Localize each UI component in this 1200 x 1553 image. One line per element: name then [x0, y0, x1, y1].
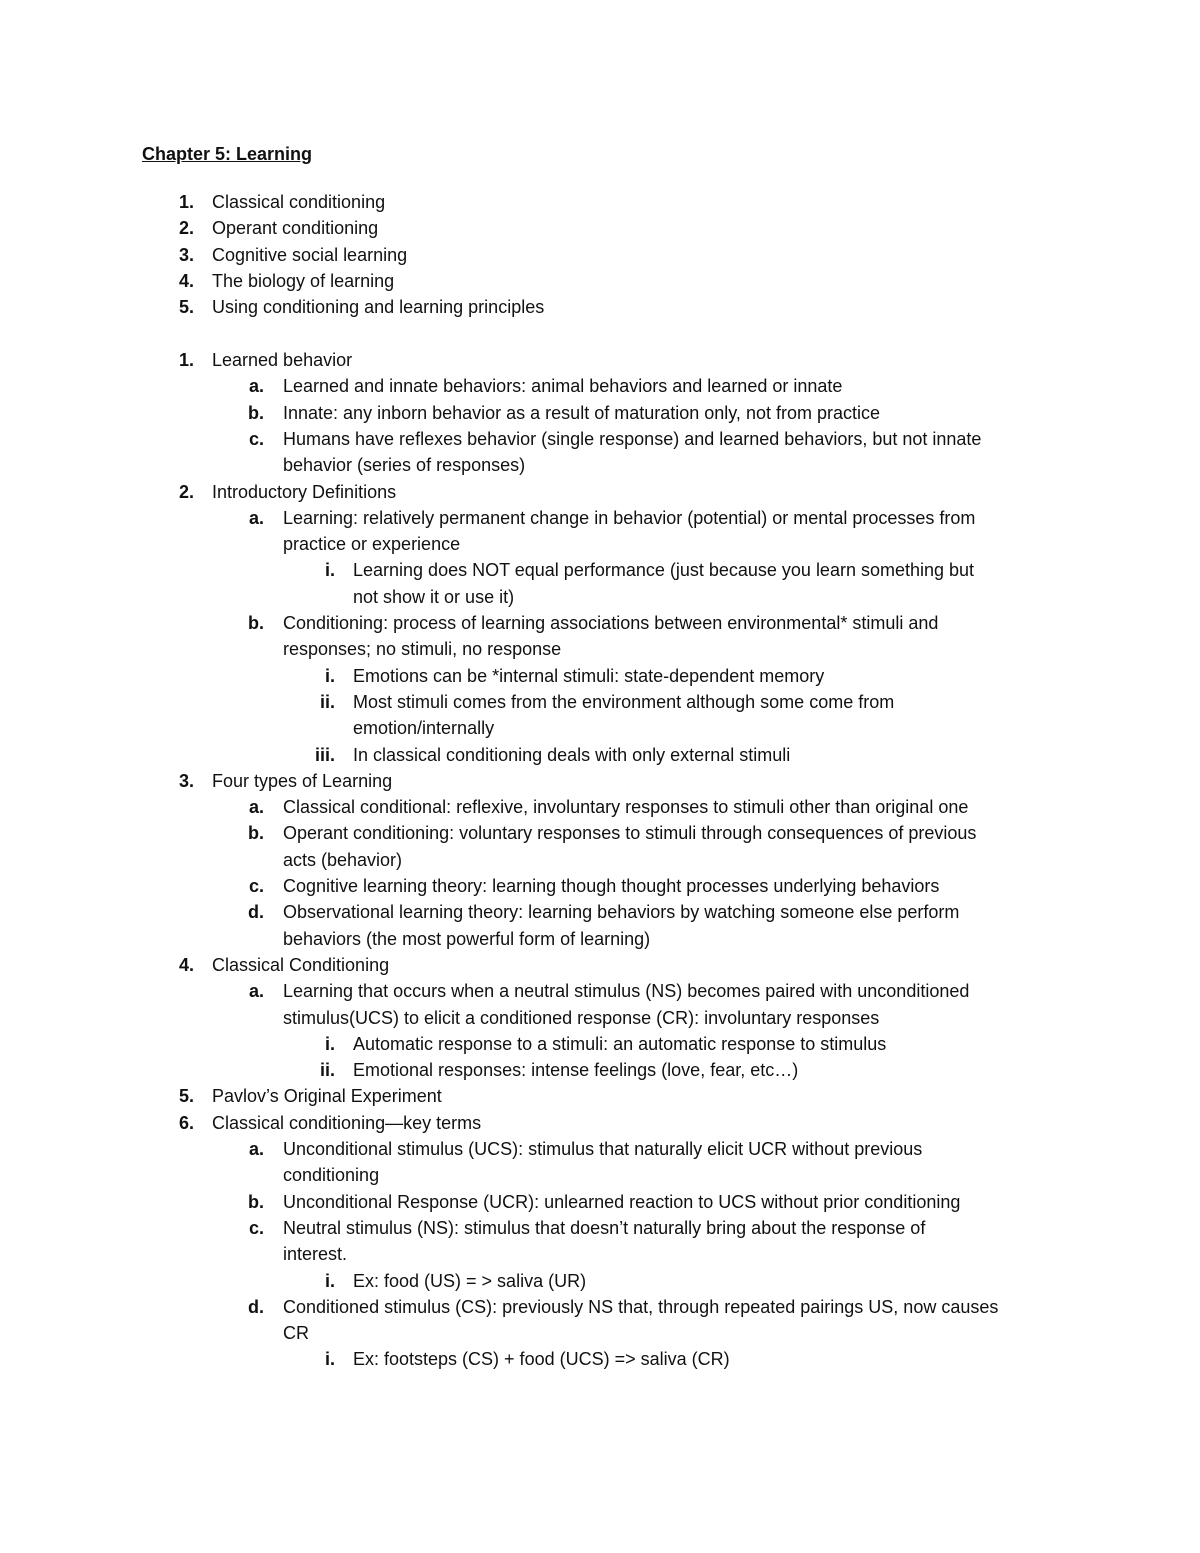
list-marker: i. — [324, 1270, 335, 1291]
list-marker: a. — [248, 507, 264, 528]
list-marker: i. — [324, 665, 335, 686]
list-item-text: behavior (series of responses) — [283, 455, 526, 476]
list-item-text: acts (behavior) — [283, 849, 403, 870]
list-marker: 2. — [178, 481, 194, 502]
list-item-text: Using conditioning and learning principles — [212, 297, 545, 318]
list-item-text: emotion/internally — [353, 718, 495, 739]
list-marker: 3. — [178, 244, 194, 265]
list-item-text: Learning: relatively permanent change in behavior (potential) or mental processes from — [283, 507, 976, 528]
list-item-text: CR — [283, 1323, 309, 1344]
list-item-text: Ex: food (US) = > saliva (UR) — [353, 1270, 587, 1291]
list-marker: i. — [324, 1349, 335, 1370]
list-item-text: conditioning — [283, 1165, 380, 1186]
list-item-text: Learned behavior — [212, 350, 353, 370]
list-marker: i. — [324, 560, 335, 581]
list-item-text: Humans have reflexes behavior (single response) and learned behaviors, but not innate — [283, 428, 982, 449]
list-item-text: not show it or use it) — [353, 586, 515, 607]
list-item-text: Classical Conditioning — [212, 954, 390, 975]
list-marker: a. — [248, 981, 264, 1002]
list-item-text: Pavlov’s Original Experiment — [212, 1086, 442, 1107]
list-item-text: Four types of Learning — [212, 770, 393, 791]
list-item-text: In classical conditioning deals with only external stimuli — [353, 744, 791, 765]
list-marker: iii. — [314, 744, 335, 765]
list-marker: c. — [248, 1217, 264, 1238]
list-marker: 5. — [178, 1086, 194, 1107]
list-item-text: practice or experience — [283, 534, 461, 555]
list-item-text: interest. — [283, 1244, 348, 1265]
list-item-text: Cognitive social learning — [212, 244, 408, 265]
list-item-text: Automatic response to a stimuli: an automatic response to stimulus — [353, 1033, 887, 1054]
list-marker: a. — [248, 376, 264, 397]
list-marker: 1. — [178, 192, 194, 212]
list-marker: c. — [248, 876, 264, 896]
list-item-text: Learning does NOT equal performance (just because you learn something but — [353, 560, 975, 581]
list-marker: d. — [248, 902, 264, 923]
list-marker: 4. — [178, 270, 194, 291]
list-item-text: The biology of learning — [212, 270, 395, 291]
list-marker: 6. — [178, 1112, 194, 1133]
page-title: Chapter 5: Learning — [142, 144, 313, 164]
list-item-text: Most stimuli comes from the environment although some come from — [353, 691, 895, 712]
list-marker: a. — [248, 797, 264, 818]
list-item-text: Operant conditioning — [212, 218, 379, 239]
list-item-text: Learning that occurs when a neutral stimulus (NS) becomes paired with unconditioned — [283, 981, 970, 1002]
list-item-text: Innate: any inborn behavior as a result of maturation only, not from practice — [283, 402, 880, 423]
list-marker: 1. — [178, 350, 194, 370]
list-item-text: Emotional responses: intense feelings (love, fear, etc…) — [353, 1060, 799, 1081]
list-item-text: responses; no stimuli, no response — [283, 639, 562, 660]
list-marker: ii. — [319, 1060, 335, 1081]
list-item-text: Neutral stimulus (NS): stimulus that doesn’t naturally bring about the response of — [283, 1217, 926, 1238]
list-item-text: Unconditional stimulus (UCS): stimulus that naturally elicit UCR without previous — [283, 1139, 923, 1159]
list-item-text: stimulus(UCS) to elicit a conditioned response (CR): involuntary responses — [283, 1007, 880, 1028]
list-item-text: Cognitive learning theory: learning though thought processes underlying behaviors — [283, 876, 940, 896]
list-marker: b. — [248, 1191, 264, 1212]
list-item-text: Operant conditioning: voluntary responses to stimuli through consequences of previous — [283, 823, 977, 844]
list-marker: i. — [324, 1033, 335, 1054]
list-marker: b. — [248, 402, 264, 423]
list-marker: a. — [248, 1139, 264, 1159]
list-item-text: Observational learning theory: learning behaviors by watching someone else perform — [283, 902, 960, 923]
list-marker: 4. — [178, 954, 194, 975]
list-item-text: Introductory Definitions — [212, 481, 397, 502]
list-item-text: Classical conditioning—key terms — [212, 1112, 482, 1133]
list-marker: d. — [248, 1296, 264, 1317]
list-item-text: Conditioned stimulus (CS): previously NS that, through repeated pairings US, now causes — [283, 1296, 999, 1317]
list-marker: 2. — [178, 218, 194, 239]
list-marker: b. — [248, 823, 264, 844]
list-item-text: Emotions can be *internal stimuli: state-dependent memory — [353, 665, 825, 686]
list-item-text: Ex: footsteps (CS) + food (UCS) => saliva (CR) — [353, 1349, 730, 1370]
list-marker: 3. — [178, 770, 194, 791]
list-item-text: Learned and innate behaviors: animal behaviors and learned or innate — [283, 376, 843, 397]
list-marker: c. — [248, 428, 264, 449]
list-item-text: Classical conditional: reflexive, involuntary responses to stimuli other than original one — [283, 797, 969, 818]
list-marker: 5. — [178, 297, 194, 318]
list-marker: ii. — [319, 691, 335, 712]
list-marker: b. — [248, 613, 264, 633]
list-item-text: behaviors (the most powerful form of learning) — [283, 928, 651, 949]
list-item-text: Classical conditioning — [212, 192, 386, 212]
list-item-text: Conditioning: process of learning associations between environmental* stimuli and — [283, 613, 939, 633]
list-item-text: Unconditional Response (UCR): unlearned reaction to UCS without prior conditioning — [283, 1191, 961, 1212]
